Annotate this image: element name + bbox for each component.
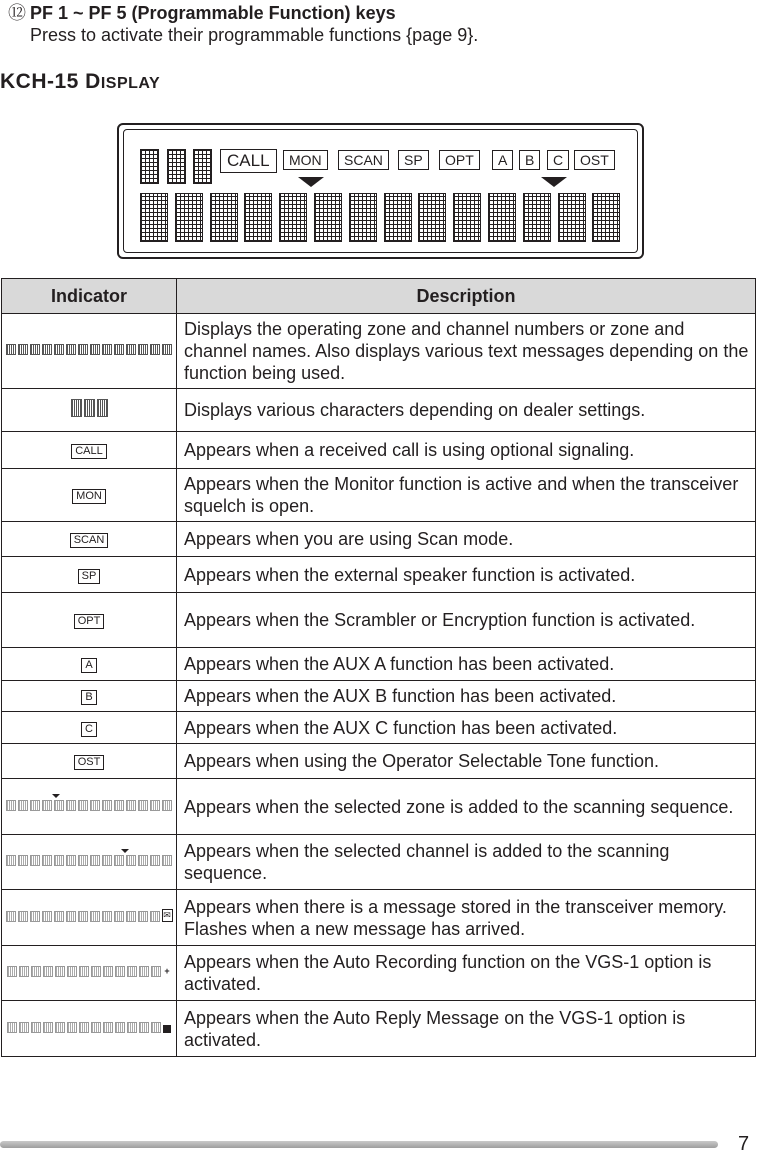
- aux-c-indicator: C: [81, 722, 97, 737]
- description-cell: Appears when the external speaker function is activated.: [177, 557, 756, 593]
- dealer-char-segment: [167, 149, 186, 184]
- table-row: [2, 648, 756, 681]
- description-cell: Appears when the Auto Recording function on the VGS-1 option is activated.: [177, 946, 756, 1001]
- lcd-label-a: A: [492, 150, 513, 170]
- description-cell: Appears when using the Operator Selectable Tone function.: [177, 744, 756, 779]
- description-cell: Appears when the AUX C function has been activated.: [177, 712, 756, 744]
- indicator-cell: [2, 557, 177, 593]
- aux-a-indicator: A: [81, 658, 96, 673]
- table-row: [2, 557, 756, 593]
- lcd-label-b: B: [519, 150, 540, 170]
- description-cell: Displays various characters depending on dealer settings.: [177, 389, 756, 432]
- table-row: [2, 712, 756, 744]
- lcd-label-opt: OPT: [439, 150, 480, 170]
- table-row: [2, 779, 756, 835]
- mon-indicator: MON: [72, 489, 106, 504]
- pf-keys-title: PF 1 ~ PF 5 (Programmable Function) keys: [30, 3, 396, 23]
- table-row: [2, 432, 756, 469]
- indicator-cell: [2, 946, 177, 1001]
- dealer-characters-icon: [71, 399, 108, 417]
- indicator-cell: [2, 890, 177, 946]
- lcd-display-illustration: [117, 123, 644, 259]
- indicator-cell: [2, 744, 177, 779]
- page-number: 7: [738, 1133, 750, 1155]
- table-row: [2, 593, 756, 648]
- lcd-character-cell: [592, 193, 620, 242]
- table-row: [2, 1001, 756, 1057]
- table-row: [2, 744, 756, 779]
- lcd-character-cell: [488, 193, 516, 242]
- ost-indicator: OST: [74, 755, 105, 770]
- section-title-smallcaps: ISPLAY: [100, 75, 161, 92]
- description-cell: Appears when the Auto Reply Message on the VGS-1 option is activated.: [177, 1001, 756, 1057]
- dealer-char-segment: [140, 149, 159, 184]
- indicator-cell: [2, 432, 177, 469]
- call-indicator: CALL: [71, 444, 107, 459]
- item-number: ⑫: [8, 3, 26, 23]
- auto-reply-icon: [7, 1022, 171, 1033]
- auto-recording-icon: +: [7, 966, 172, 977]
- indicator-cell: [2, 681, 177, 712]
- lcd-character-cell: [418, 193, 446, 242]
- lcd-character-cell: [523, 193, 551, 242]
- lcd-character-cell: [349, 193, 377, 242]
- description-cell: Displays the operating zone and channel numbers or zone and channel names. Also displays various text messages depending on the function being used.: [177, 314, 756, 389]
- channel-scan-arrow-icon: [6, 855, 172, 866]
- indicator-cell: [2, 469, 177, 522]
- lcd-label-mon: MON: [283, 150, 328, 170]
- indicator-table: [1, 278, 756, 1057]
- indicator-cell: [2, 835, 177, 890]
- lcd-character-cell: [175, 193, 203, 242]
- description-cell: Appears when you are using Scan mode.: [177, 522, 756, 557]
- table-row: [2, 835, 756, 890]
- table-row: [2, 681, 756, 712]
- lcd-character-cell: [558, 193, 586, 242]
- description-cell: Appears when the Scrambler or Encryption function is activated.: [177, 593, 756, 648]
- description-cell: Appears when there is a message stored in the transceiver memory. Flashes when a new message has arrived.: [177, 890, 756, 946]
- message-icon: ✉: [6, 909, 173, 922]
- lcd-character-cell: [279, 193, 307, 242]
- lcd-label-c: C: [547, 150, 569, 170]
- description-cell: Appears when the Monitor function is active and when the transceiver squelch is open.: [177, 469, 756, 522]
- lcd-label-scan: SCAN: [338, 150, 389, 170]
- sp-indicator: SP: [78, 569, 101, 584]
- zone-scan-arrow-icon: [298, 177, 324, 187]
- opt-indicator: OPT: [74, 614, 105, 629]
- pf-keys-description: Press to activate their programmable functions {page 9}.: [30, 25, 479, 45]
- table-header-row: [2, 279, 756, 314]
- lcd-character-cell: [384, 193, 412, 242]
- pf-keys-heading: [8, 2, 748, 24]
- indicator-cell: [2, 522, 177, 557]
- header-description: Description: [177, 279, 756, 314]
- header-indicator: Indicator: [2, 279, 177, 314]
- description-cell: Appears when the selected channel is added to the scanning sequence.: [177, 835, 756, 890]
- table-row: [2, 314, 756, 389]
- description-cell: Appears when the AUX B function has been activated.: [177, 681, 756, 712]
- table-row: [2, 469, 756, 522]
- table-row: [2, 522, 756, 557]
- lcd-character-cell: [210, 193, 238, 242]
- indicator-cell: [2, 314, 177, 389]
- lcd-character-cell: [453, 193, 481, 242]
- table-row: [2, 389, 756, 432]
- indicator-cell: [2, 1001, 177, 1057]
- description-cell: Appears when the AUX A function has been activated.: [177, 648, 756, 681]
- dealer-char-segment: [193, 149, 212, 184]
- channel-scan-arrow-icon: [541, 177, 567, 187]
- table-row: [2, 946, 756, 1001]
- aux-b-indicator: B: [81, 690, 96, 705]
- indicator-cell: [2, 389, 177, 432]
- indicator-cell: [2, 712, 177, 744]
- lcd-label-ost: OST: [574, 150, 615, 170]
- lcd-label-sp: SP: [398, 150, 429, 170]
- table-row: [2, 890, 756, 946]
- zone-scan-arrow-icon: [6, 800, 172, 811]
- lcd-character-cell: [244, 193, 272, 242]
- lcd-character-cell: [314, 193, 342, 242]
- indicator-cell: [2, 779, 177, 835]
- indicator-cell: [2, 648, 177, 681]
- indicator-cell: [2, 593, 177, 648]
- scan-indicator: SCAN: [70, 533, 109, 548]
- description-cell: Appears when a received call is using optional signaling.: [177, 432, 756, 469]
- description-cell: Appears when the selected zone is added to the scanning sequence.: [177, 779, 756, 835]
- lcd-label-call: CALL: [220, 149, 277, 173]
- footer-rule: [0, 1141, 718, 1148]
- lcd-character-cell: [140, 193, 168, 242]
- section-title: [0, 70, 160, 94]
- pf-keys-block: [8, 2, 748, 46]
- section-title-main: KCH-15 D: [0, 70, 101, 93]
- main-character-row-icon: [6, 344, 172, 355]
